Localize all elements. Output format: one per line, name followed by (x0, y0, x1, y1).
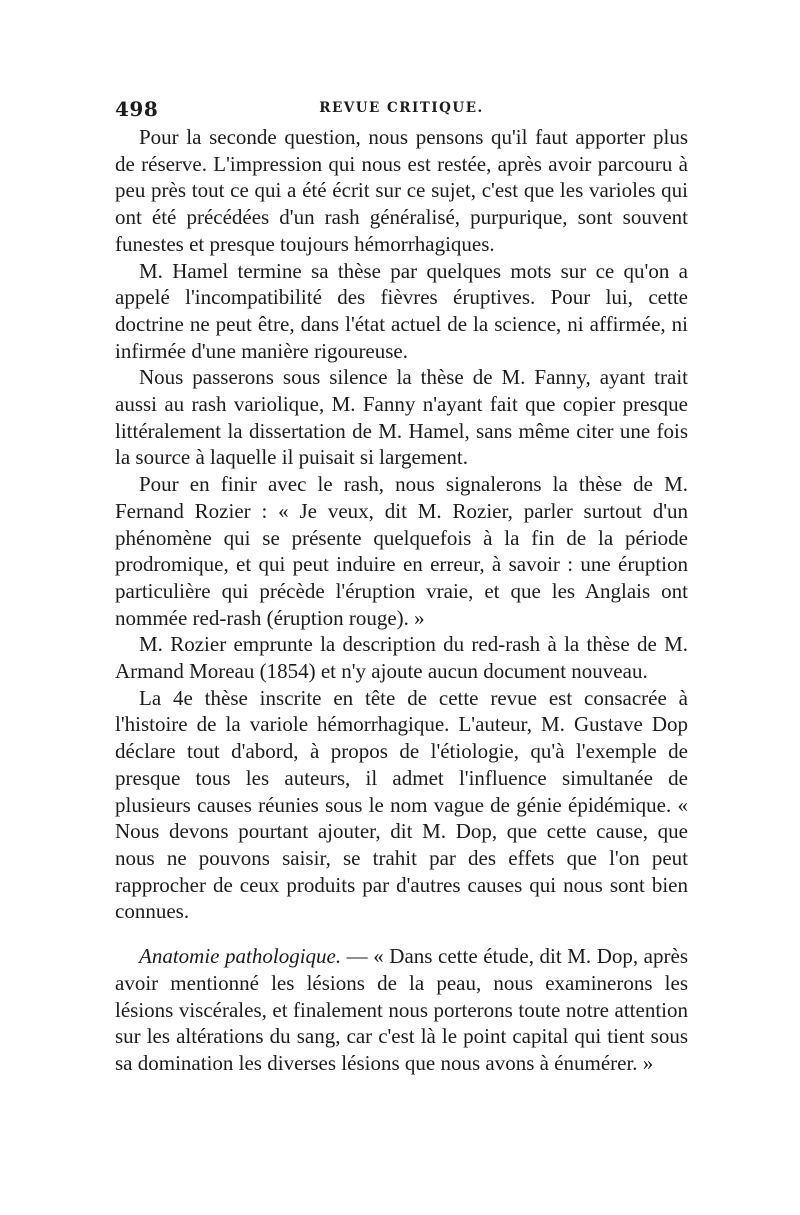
paragraph-red-rash: M. Rozier emprunte la description du red-rash à la thèse de M. Armand Moreau (1854) et n'y ajoute aucun document nouveau. (115, 632, 688, 684)
body-text (115, 124, 688, 1077)
paragraph-fanny: Nous passerons sous silence la thèse de M. Fanny, ayant trait aussi au rash variolique, M. Fanny n'ayant fait que copier presque littéralement la dissertation de M. Hamel, sans même citer une fois la source à laquelle il puisait si largement. (115, 365, 688, 470)
running-title: REVUE CRITIQUE. (319, 100, 484, 116)
page-header (115, 97, 688, 127)
paragraph-rozier: Pour en finir avec le rash, nous signalerons la thèse de M. Fernand Rozier : « Je veux, dit M. Rozier, parler surtout d'un phénomène qui se présente quelquefois à la fin de la période prodromique, et qui peut induire en erreur, à savoir : une éruption particulière qui précède l'éruption vraie, et que les Anglais ont nommée red-rash (éruption rouge). » (115, 472, 688, 630)
paragraph-anatomie-text: — « Dans cette étude, dit M. Dop, après avoir mentionné les lésions de la peau, nous examinerons les lésions viscérales, et finalement nous porterons toute notre attention sur les altérations du sang, car c'est là le point capital qui tient sous sa domination les diverses lésions que nous avons à énumérer. » (115, 944, 688, 1075)
section-heading: Anatomie pathologique. (139, 944, 342, 969)
paragraph-anatomie-pathologique (115, 943, 688, 1077)
paragraph-variole-hemorrhagique: La 4e thèse inscrite en tête de cette revue est consacrée à l'histoire de la variole hémorrhagique. L'auteur, M. Gustave Dop déclare tout d'abord, à propos de l'étiologie, qu'à l'exemple de presque tous les auteurs, il admet l'influence simultanée de plusieurs causes réunies sous le nom vague de génie épidémique. « Nous devons pourtant ajouter, dit M. Dop, que cette cause, que nous ne pouvons saisir, se trahit par des effets que l'on peut rapprocher de ceux produits par d'autres causes qui nous sont bien connues. (115, 685, 688, 924)
page-number: 498 (115, 97, 159, 121)
paragraph-seconde-question: Pour la seconde question, nous pensons qu'il faut apporter plus de réserve. L'impression qui nous est restée, après avoir parcouru à peu près tout ce qui a été écrit sur ce sujet, c'est que les varioles qui ont été précédées d'un rash généralisé, purpurique, sont souvent funestes et presque toujours hémorrhagiques. (115, 125, 688, 256)
paragraph-hamel: M. Hamel termine sa thèse par quelques mots sur ce qu'on a appelé l'incompatibilité des fièvres éruptives. Pour lui, cette doctrine ne peut être, dans l'état actuel de la science, ni affirmée, ni infirmée d'une manière rigoureuse. (115, 258, 688, 363)
